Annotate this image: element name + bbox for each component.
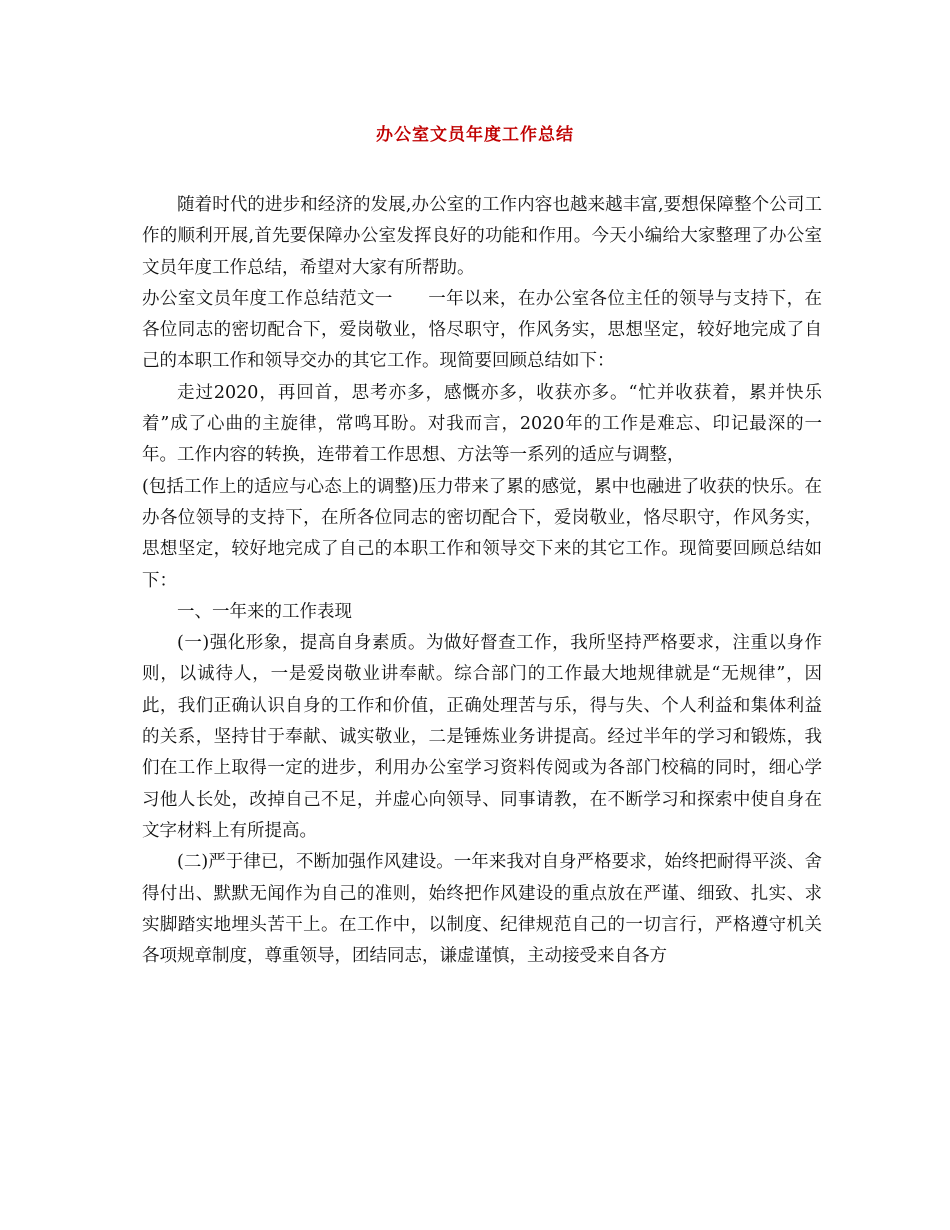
paragraph-adjustment: (包括工作上的适应与心态上的调整)压力带来了累的感觉，累中也融进了收获的快乐。在办各位领导的支持下，在所各位同志的密切配合下，爱岗敬业，恪尽职守，作风务实，思想坚定，较好地完成了自己的本职工作和领导交下来的其它工作。现简要回顾总结如下： <box>142 476 822 591</box>
sample-heading: 办公室文员年度工作总结范文一 <box>142 288 393 309</box>
paragraph-item-two: (二)严于律已，不断加强作风建设。一年来我对自身严格要求，始终把耐得平淡、舍得付出、默默无闻作为自己的准则，始终把作风建设的重点放在严谨、细致、扎实、求实脚踏实地埋头苦干上。在工作中，以制度、纪律规范自己的一切言行，严格遵守机关各项规章制度，尊重领导，团结同志，谦虚谨慎，主动接受来自各方 <box>142 852 822 967</box>
sample-text: 一年以来，在办公室各位主任的领导与支持下，在各位同志的密切配合下，爱岗敬业，恪尽职守，作风务实，思想坚定，较好地完成了自己的本职工作和领导交办的其它工作。现简要回顾总结如下： <box>142 288 823 372</box>
section-heading: 一、一年来的工作表现 <box>177 601 352 622</box>
paragraph-item-one: (一)强化形象，提高自身素质。为做好督查工作，我所坚持严格要求，注重以身作则，以诚待人，一是爱岗敬业讲奉献。综合部门的工作最大地规律就是“无规律”，因此，我们正确认识自身的工作和价值，正确处理苦与乐，得与失、个人利益和集体利益的关系，坚持甘于奉献、诚实敬业，二是锤炼业务讲提高。经过半年的学习和锻炼，我们在工作上取得一定的进步，利用办公室学习资料传阅或为各部门校稿的同时，细心学习他人长处，改掉自己不足，并虚心向领导、同事请教，在不断学习和探索中使自身在文字材料上有所提高。 <box>142 633 822 841</box>
paragraph-intro: 随着时代的进步和经济的发展,办公室的工作内容也越来越丰富,要想保障整个公司工作的顺利开展,首先要保障办公室发挥良好的功能和作用。今天小编给大家整理了办公室文员年度工作总结，希望对大家有所帮助。 <box>142 195 822 278</box>
paragraph-sample-one <box>142 284 822 378</box>
paragraph-review: 走过2020，再回首，思考亦多，感慨亦多，收获亦多。“忙并收获着，累并快乐着”成了心曲的主旋律，常鸣耳盼。对我而言，2020年的工作是难忘、印记最深的一年。工作内容的转换，连带着工作思想、方法等一系列的适应与调整， <box>142 382 822 466</box>
document-body <box>142 190 822 972</box>
document-title: 办公室文员年度工作总结 <box>376 125 574 145</box>
